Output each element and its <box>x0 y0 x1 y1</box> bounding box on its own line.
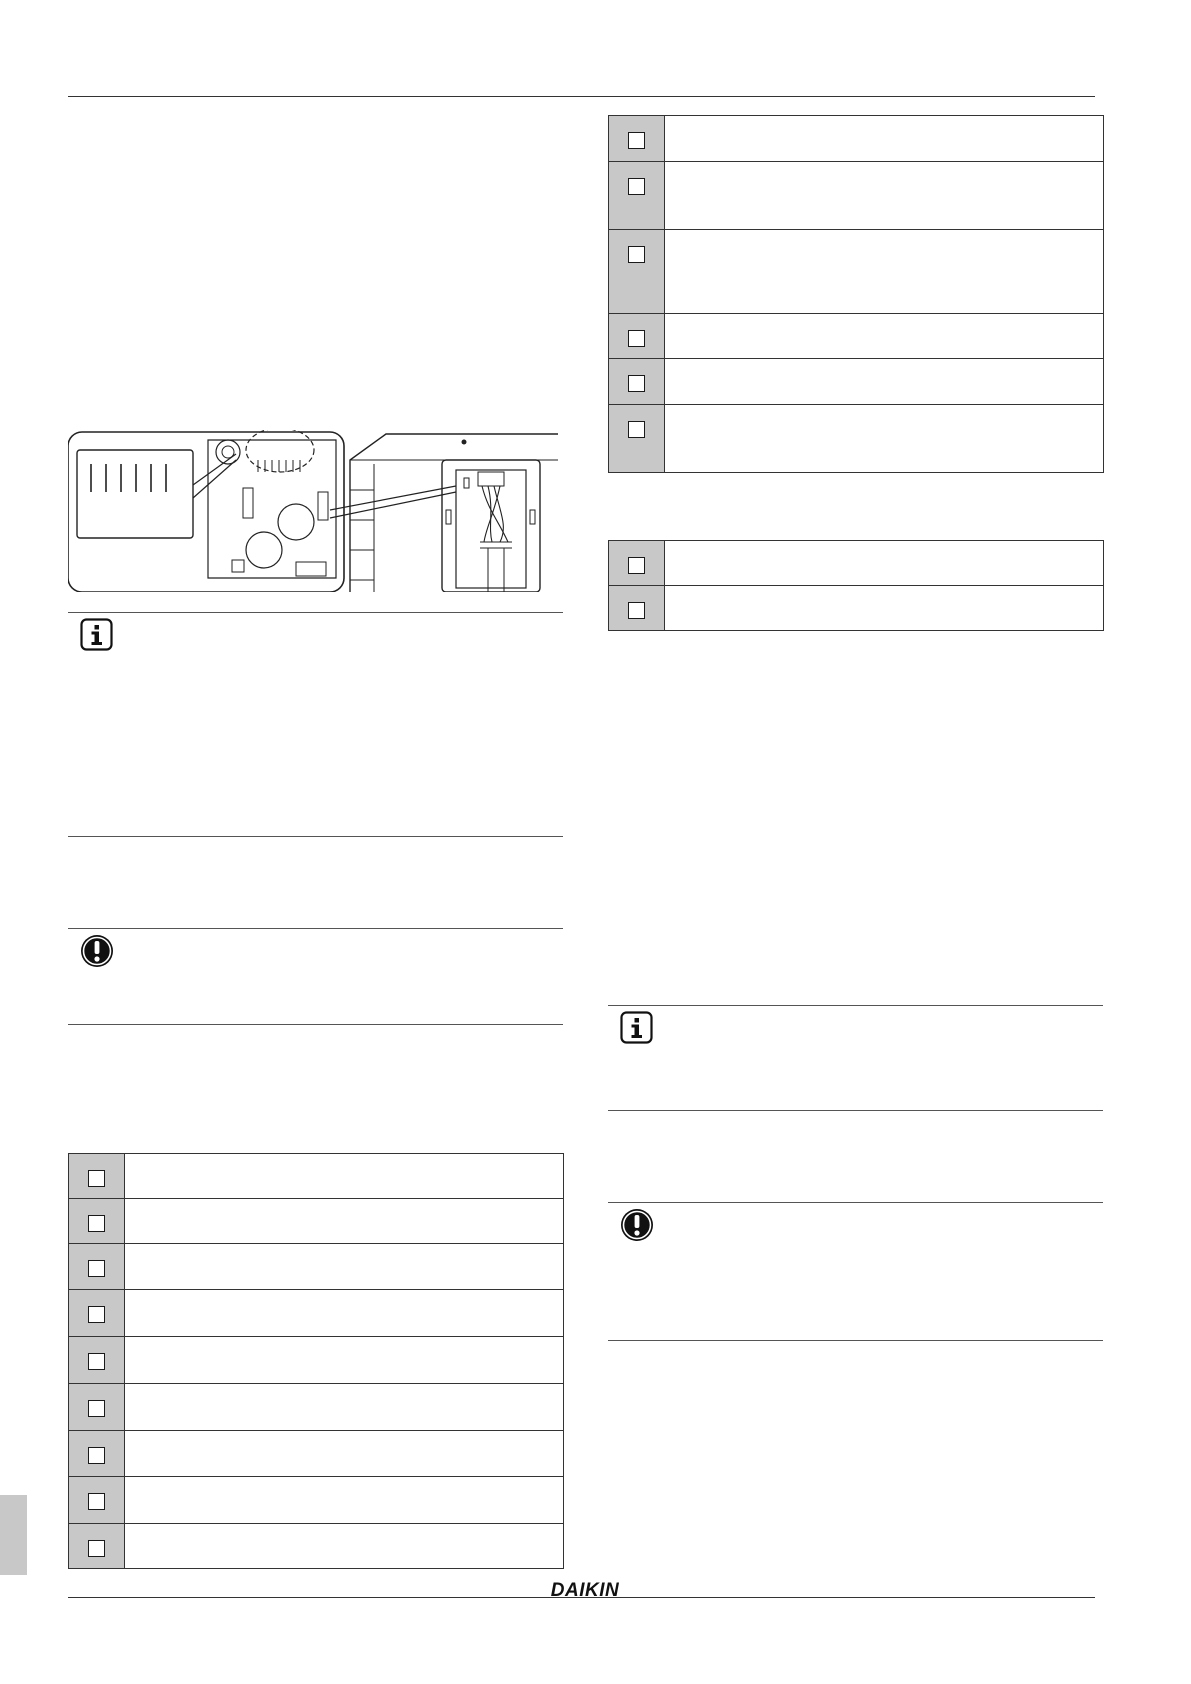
checklist-row <box>609 541 1104 586</box>
exclamation-icon <box>620 1208 654 1247</box>
checkbox-icon[interactable] <box>88 1260 105 1277</box>
checkbox-icon[interactable] <box>628 178 645 195</box>
checklist-row <box>69 1384 564 1431</box>
checkbox-icon[interactable] <box>628 557 645 574</box>
checklist-right-b <box>608 540 1104 631</box>
note-rule <box>68 612 563 613</box>
checklist-left <box>68 1153 564 1569</box>
note-rule <box>608 1340 1103 1341</box>
checklist-row <box>609 586 1104 631</box>
info-icon <box>620 1011 653 1049</box>
note-rule <box>608 1110 1103 1111</box>
checklist-item-text <box>665 359 1104 405</box>
checklist-item-text <box>125 1477 564 1524</box>
checkbox-icon[interactable] <box>88 1170 105 1187</box>
checklist-row <box>69 1524 564 1569</box>
checklist-row <box>609 162 1104 230</box>
checklist-item-text <box>665 116 1104 162</box>
checkbox-icon[interactable] <box>88 1306 105 1323</box>
header-rule <box>68 96 1095 97</box>
wiring-figure <box>68 430 558 592</box>
checkbox-icon[interactable] <box>628 602 645 619</box>
checklist-row <box>609 405 1104 473</box>
checklist-item-text <box>665 405 1104 473</box>
checklist-item-text <box>665 314 1104 359</box>
checkbox-icon[interactable] <box>628 330 645 347</box>
checklist-row <box>69 1290 564 1337</box>
checklist-row <box>609 116 1104 162</box>
checklist-item-text <box>125 1524 564 1569</box>
checklist-item-text <box>665 162 1104 230</box>
checklist-right-a <box>608 115 1104 473</box>
checkbox-icon[interactable] <box>628 132 645 149</box>
checkbox-icon[interactable] <box>628 246 645 263</box>
checklist-item-text <box>125 1290 564 1337</box>
checklist-row <box>69 1431 564 1477</box>
checklist-item-text <box>665 541 1104 586</box>
checklist-item-text <box>665 586 1104 631</box>
checklist-row <box>69 1199 564 1244</box>
checklist-row <box>69 1477 564 1524</box>
checklist-item-text <box>125 1337 564 1384</box>
note-rule <box>68 1024 563 1025</box>
checklist-item-text <box>125 1199 564 1244</box>
checklist-row <box>69 1337 564 1384</box>
checklist-row <box>609 230 1104 314</box>
checkbox-icon[interactable] <box>88 1215 105 1232</box>
checklist-row <box>69 1154 564 1199</box>
checkbox-icon[interactable] <box>88 1400 105 1417</box>
exclamation-icon <box>80 934 114 973</box>
checklist-item-text <box>125 1384 564 1431</box>
checkbox-icon[interactable] <box>88 1353 105 1370</box>
checklist-row <box>69 1244 564 1290</box>
note-rule <box>608 1202 1103 1203</box>
note-rule <box>608 1005 1103 1006</box>
checkbox-icon[interactable] <box>88 1540 105 1557</box>
checkbox-icon[interactable] <box>88 1447 105 1464</box>
checklist-item-text <box>125 1431 564 1477</box>
checklist-item-text <box>125 1244 564 1290</box>
checkbox-icon[interactable] <box>628 375 645 392</box>
checkbox-icon[interactable] <box>88 1493 105 1510</box>
side-tab <box>0 1495 27 1575</box>
checklist-item-text <box>125 1154 564 1199</box>
checkbox-icon[interactable] <box>628 421 645 438</box>
checklist-item-text <box>665 230 1104 314</box>
daikin-logo: DAIKIN <box>550 1580 620 1601</box>
note-rule <box>68 928 563 929</box>
note-rule <box>68 836 563 837</box>
info-icon <box>80 618 113 656</box>
checklist-row <box>609 359 1104 405</box>
checklist-row <box>609 314 1104 359</box>
